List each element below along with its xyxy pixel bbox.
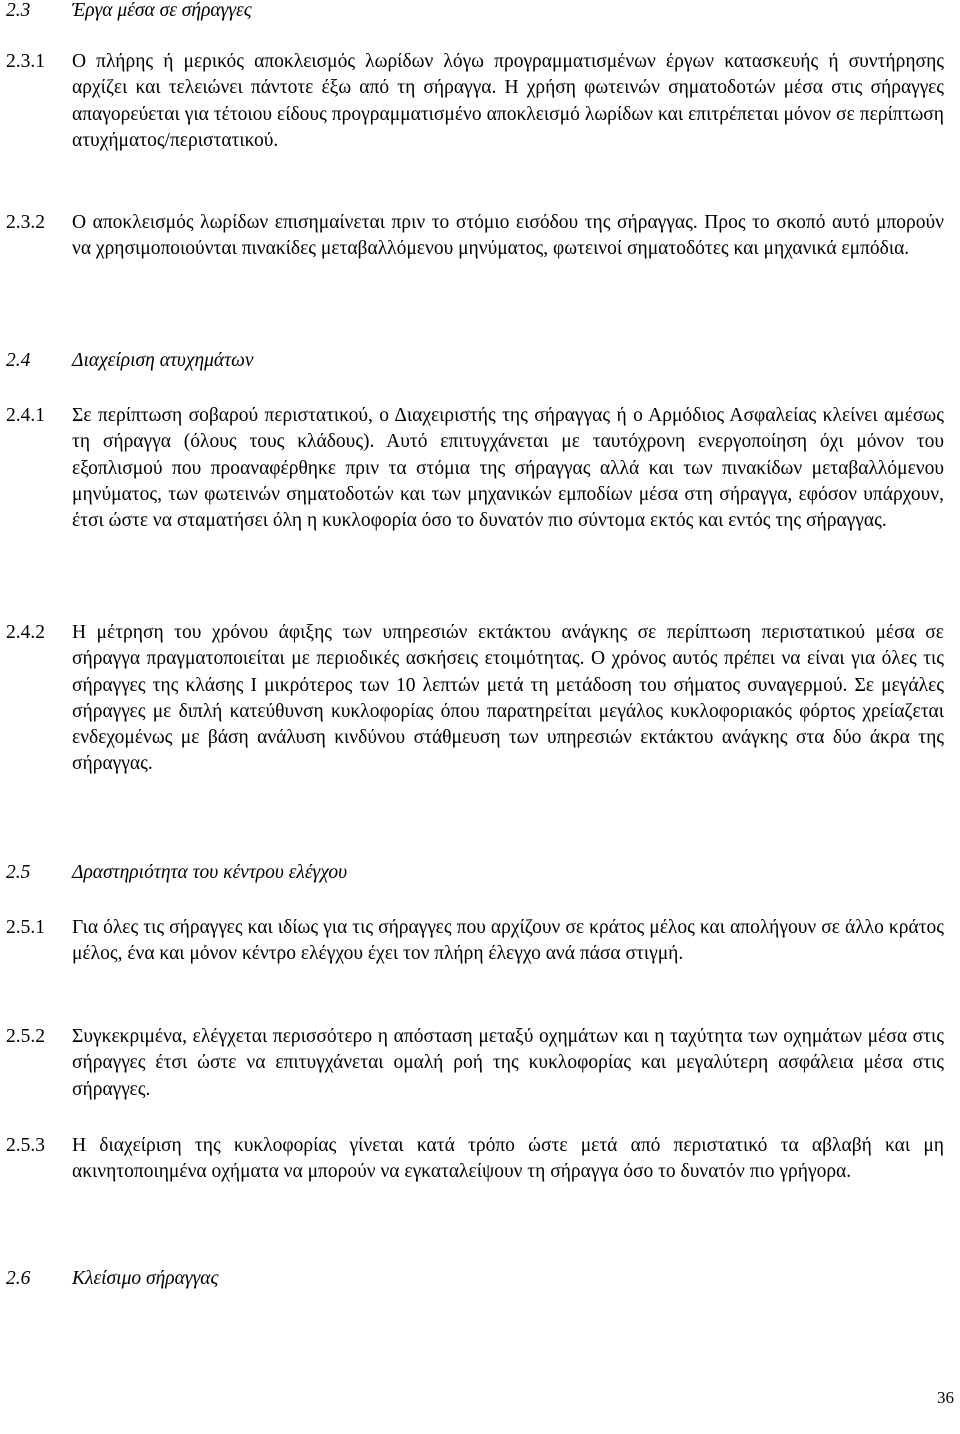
paragraph-2-3-1 xyxy=(6,49,944,154)
paragraph-text: Η μέτρηση του χρόνου άφιξης των υπηρεσιών εκτάκτου ανάγκης σε περίπτωση περιστατικού μέσα σε σήραγγα πραγματοποιείται με περιοδικές ασκήσεις ετοιμότητας. Ο χρόνος αυτός πρέπει να είναι για όλες τις σήραγγες της κλάσης I μικρότερος των 10 λεπτών μετά τη μετάδοση του σήματος συναγερμού. Σε μεγάλες σήραγγες με διπλή κατεύθυνση κυκλοφορίας όπου παρατηρείται μεγάλος κυκλοφοριακός φόρτος χρείαζεται ενδεχομένως με βάση ανάλυση κινδύνου στάθμευση των υπηρεσιών εκτάκτου ανάγκης στα δύο άκρα της σήραγγας. xyxy=(72,622,944,775)
paragraph-number: 2.4.2 xyxy=(6,622,45,643)
paragraph-text: Συγκεκριμένα, ελέγχεται περισσότερο η απόσταση μεταξύ οχημάτων και η ταχύτητα των οχημάτων μέσα στις σήραγγες έτσι ώστε να επιτυγχάνεται ομαλή ροή της κυκλοφορίας και μεγαλύτερη ασφάλεια μέσα στις σήραγγες. xyxy=(72,1026,944,1100)
paragraph-2-5-1 xyxy=(6,915,944,968)
section-number: 2.6 xyxy=(6,1268,31,1289)
section-title: Έργα μέσα σε σήραγγες xyxy=(72,0,252,21)
page-number: 36 xyxy=(937,1388,954,1407)
paragraph-2-5-3 xyxy=(6,1133,944,1186)
section-heading-2-5 xyxy=(6,862,944,884)
section-title: Διαχείριση ατυχημάτων xyxy=(72,350,254,371)
paragraph-text: Η διαχείριση της κυκλοφορίας γίνεται κατά τρόπο ώστε μετά από περιστατικό τα αβλαβή και μη ακινητοποιημένα οχήματα να μπορούν να εγκαταλείψουν τη σήραγγα όσο το δυνατόν πιο γρήγορα. xyxy=(72,1135,944,1183)
paragraph-number: 2.3.1 xyxy=(6,51,45,72)
paragraph-number: 2.5.3 xyxy=(6,1135,45,1156)
paragraph-2-4-2 xyxy=(6,620,944,778)
section-number: 2.5 xyxy=(6,862,31,883)
paragraph-2-3-2 xyxy=(6,210,944,263)
paragraph-2-5-2 xyxy=(6,1024,944,1103)
section-title: Δραστηριότητα του κέντρου ελέγχου xyxy=(72,862,348,883)
paragraph-number: 2.4.1 xyxy=(6,405,45,426)
paragraph-number: 2.3.2 xyxy=(6,212,45,233)
section-number: 2.4 xyxy=(6,350,31,371)
paragraph-text: Για όλες τις σήραγγες και ιδίως για τις σήραγγες που αρχίζουν σε κράτος μέλος και απολήγουν σε άλλο κράτος μέλος, ένα και μόνον κέντρο ελέγχου έχει τον πλήρη έλεγχο ανά πάσα στιγμή. xyxy=(72,917,944,965)
paragraph-text: Ο αποκλεισμός λωρίδων επισημαίνεται πριν το στόμιο εισόδου της σήραγγας. Προς το σκοπό αυτό μπορούν να χρησιμοποιούνται πινακίδες μεταβαλλόμενου μηνύματος, φωτεινοί σηματοδότες και μηχανικά εμπόδια. xyxy=(72,212,944,260)
paragraph-text: Σε περίπτωση σοβαρού περιστατικού, ο Διαχειριστής της σήραγγας ή ο Αρμόδιος Ασφαλείας κλείνει αμέσως τη σήραγγα (όλους τους κλάδους). Αυτό επιτυγχάνεται με ταυτόχρονη ενεργοποίηση όχι μόνον του εξοπλισμού που προαναφέρθηκε πριν τα στόμια της σήραγγας αλλά και των πινακίδων μεταβαλλόμενου μηνύματος, των φωτεινών σηματοδοτών και των μηχανικών εμποδίων μέσα στη σήραγγα, εφόσον υπάρχουν, έτσι ώστε να σταματήσει όλη η κυκλοφορία όσο το δυνατόν πιο σύντομα εκτός και εντός της σήραγγας. xyxy=(72,405,944,532)
paragraph-number: 2.5.2 xyxy=(6,1026,45,1047)
paragraph-number: 2.5.1 xyxy=(6,917,45,938)
section-number: 2.3 xyxy=(6,0,31,21)
paragraph-text: Ο πλήρης ή μερικός αποκλεισμός λωρίδων λόγω προγραμματισμένων έργων κατασκευής ή συντήρησης αρχίζει και τελειώνει πάντοτε έξω από τη σήραγγα. Η χρήση φωτεινών σηματοδοτών μέσα στις σήραγγες απαγορεύεται για τέτοιου είδους προγραμματισμένο αποκλεισμό λωρίδων και επιτρέπεται μόνον σε περίπτωση ατυχήματος/περιστατικού. xyxy=(72,51,944,151)
paragraph-2-4-1 xyxy=(6,403,944,534)
section-heading-2-3 xyxy=(6,0,944,22)
section-heading-2-6 xyxy=(6,1268,944,1290)
section-title: Κλείσιμο σήραγγας xyxy=(72,1268,219,1289)
section-heading-2-4 xyxy=(6,350,944,372)
